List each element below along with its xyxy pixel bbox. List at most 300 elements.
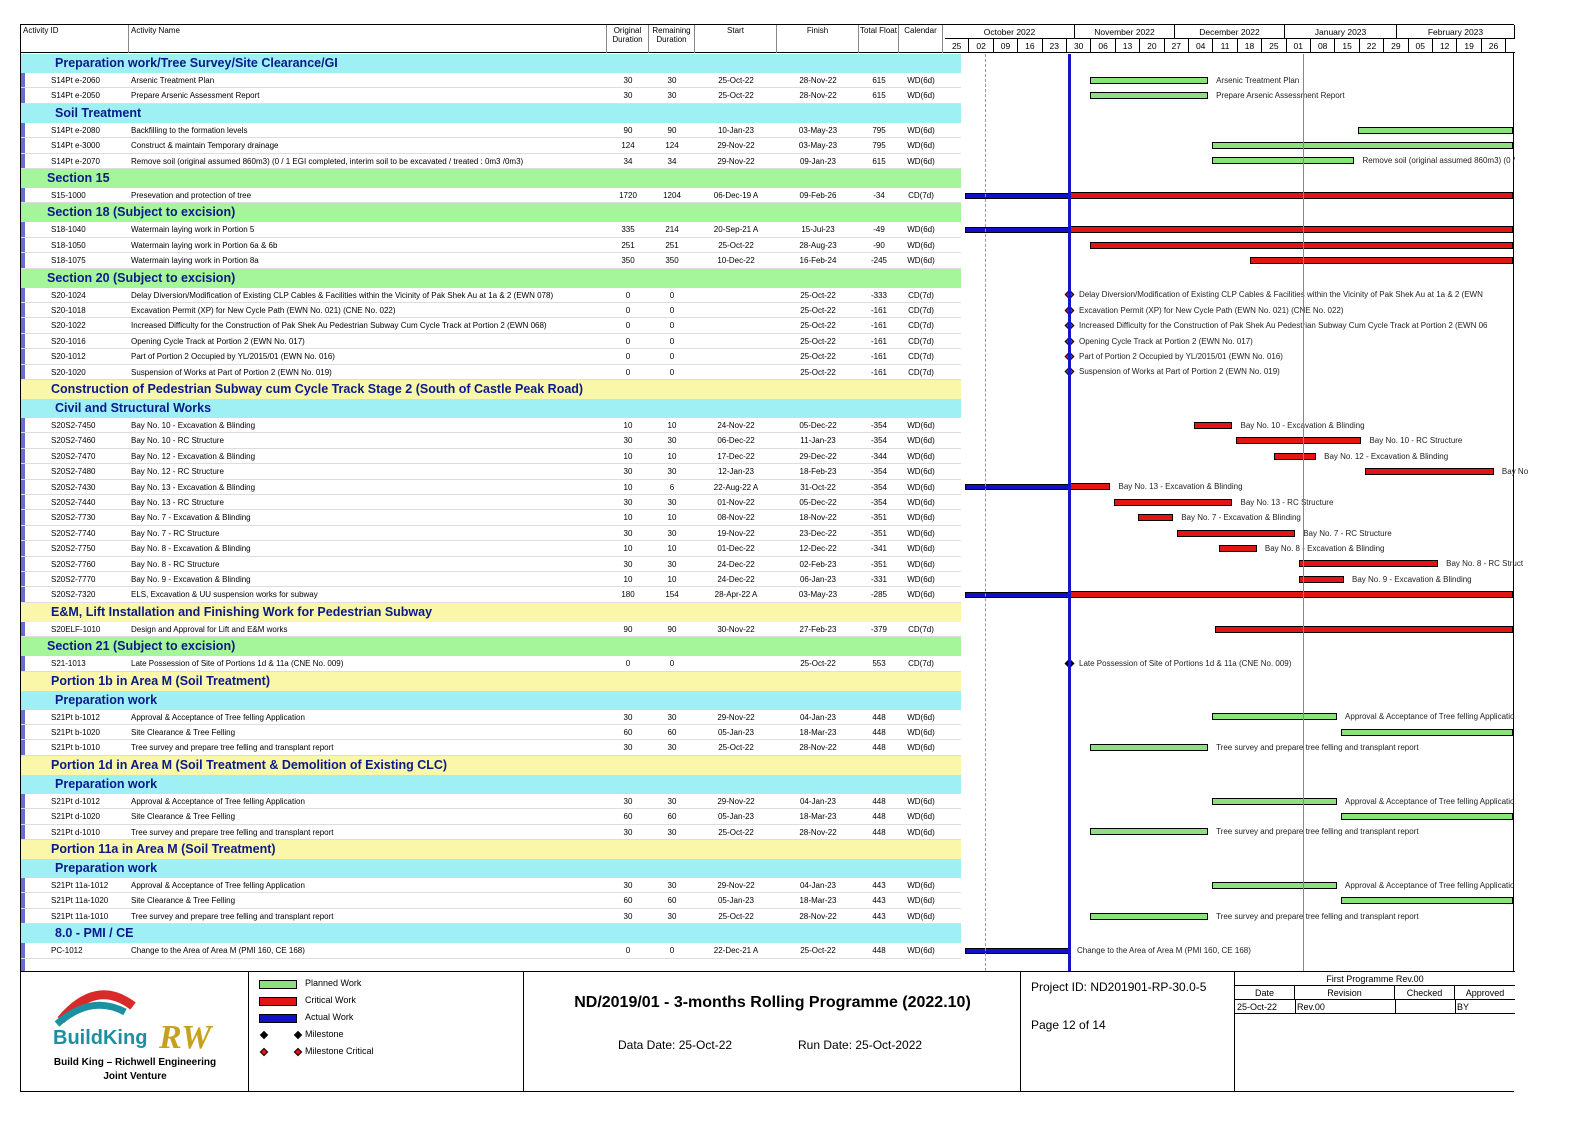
cell-cal: WD(6d) — [907, 125, 935, 135]
cell-rd: 90 — [667, 125, 677, 135]
cell-tf: -161 — [870, 306, 887, 315]
cell-rd: 0 — [669, 290, 675, 300]
cell-rd: 0 — [669, 367, 675, 377]
cell-id: S20-1022 — [51, 321, 86, 331]
activity-row[interactable] — [21, 572, 961, 587]
cell-tf: 448 — [872, 812, 886, 822]
activity-row[interactable] — [21, 238, 961, 253]
cell-name: Presevation and protection of tree — [131, 191, 252, 200]
cell-cal: WD(6d) — [907, 156, 935, 166]
critical-bar[interactable] — [1236, 437, 1361, 444]
planned-bar[interactable] — [1090, 744, 1209, 751]
cell-finish: 27-Feb-23 — [799, 624, 837, 634]
cell-id: S21Pt b-1020 — [51, 728, 100, 737]
planned-bar[interactable] — [1212, 882, 1337, 889]
group-header[interactable]: Section 20 (Subject to excision) — [21, 269, 961, 288]
bar-label: Bay No. 8 - Excavation & Blinding — [1264, 543, 1385, 553]
cell-start: 24-Dec-22 — [717, 559, 755, 569]
activity-row[interactable] — [21, 587, 961, 602]
gridline — [985, 54, 986, 1016]
week-2: 09 — [994, 39, 1018, 53]
bar-label: Delay Diversion/Modification of Existing CLP Cables & Facilities within the Vicinity of Pak Shek Au at 1a & 2 (EWN — [1079, 290, 1483, 300]
critical-bar[interactable] — [1299, 576, 1344, 583]
planned-bar[interactable] — [1212, 798, 1337, 805]
cell-tf: 448 — [872, 728, 886, 737]
milestone-critical-icon-2 — [294, 1048, 302, 1056]
cell-name: Bay No. 8 - Excavation & Blinding — [131, 544, 251, 554]
run-date: Run Date: 25-Oct-2022 — [798, 1038, 923, 1052]
planned-bar[interactable] — [1358, 127, 1513, 134]
planned-bar[interactable] — [1090, 913, 1209, 920]
cell-finish: 25-Oct-22 — [800, 306, 836, 315]
rev-number: Rev.00 — [1297, 1002, 1325, 1012]
cell-name: Approval & Acceptance of Tree felling Application — [131, 881, 305, 890]
cell-tf: 448 — [872, 946, 886, 956]
cell-od: 30 — [623, 498, 633, 507]
activity-row[interactable] — [21, 318, 961, 333]
critical-bar[interactable] — [1219, 545, 1257, 552]
planned-bar[interactable] — [1341, 729, 1513, 736]
cell-tf: -161 — [870, 336, 887, 346]
cell-id: S14Pt e-2070 — [51, 156, 100, 166]
cell-cal: WD(6d) — [907, 528, 935, 538]
cell-finish: 02-Feb-23 — [799, 559, 837, 569]
cell-finish: 16-Feb-24 — [799, 256, 837, 266]
cell-tf: 443 — [872, 911, 886, 921]
cell-start: 29-Nov-22 — [717, 881, 755, 890]
cell-name: Construct & maintain Temporary drainage — [131, 141, 279, 151]
cell-od: 10 — [623, 544, 633, 554]
activity-row[interactable] — [21, 878, 961, 893]
bar-label: Increased Difficulty for the Construction of Pak Shek Au Pedestrian Subway Cum Cycle Track at Portion 2 (EWN 06 — [1079, 321, 1488, 331]
group-header[interactable]: Section 15 — [21, 169, 961, 188]
bar-label: Tree survey and prepare tree felling and transplant report — [1216, 827, 1419, 837]
cell-name: Bay No. 8 - RC Structure — [131, 559, 220, 569]
activity-row[interactable] — [21, 909, 961, 924]
week-4: 23 — [1043, 39, 1067, 53]
cell-id: S21Pt d-1020 — [51, 812, 100, 822]
actual-bar[interactable] — [965, 484, 1069, 490]
cell-start: 29-Nov-22 — [717, 796, 755, 806]
cell-rd: 60 — [667, 812, 677, 822]
cell-cal: WD(6d) — [907, 240, 935, 250]
activity-row[interactable] — [21, 893, 961, 908]
svg-text:BuildKing: BuildKing — [53, 1027, 148, 1049]
activity-row[interactable] — [21, 656, 961, 671]
cell-cal: WD(6d) — [907, 436, 935, 446]
bar-label: Arsenic Treatment Plan — [1216, 75, 1300, 85]
cell-rd: 6 — [669, 482, 675, 492]
cell-od: 60 — [623, 812, 633, 822]
bar-label: Excavation Permit (XP) for New Cycle Path (EWN No. 021) (CNE No. 022) — [1079, 305, 1344, 315]
bar-label: Bay No. 13 - RC Structure — [1240, 497, 1334, 507]
activity-row[interactable] — [21, 154, 961, 169]
cell-od: 10 — [623, 513, 633, 523]
cell-name: Opening Cycle Track at Portion 2 (EWN No. 017) — [131, 336, 305, 346]
bar-label: Approval & Acceptance of Tree felling Applicatio — [1345, 712, 1515, 722]
week-15: 08 — [1311, 39, 1335, 53]
cell-name: Tree survey and prepare tree felling and transplant report — [131, 911, 334, 921]
cell-tf: -354 — [870, 421, 887, 430]
header-activity-id: Activity ID — [21, 25, 129, 53]
cell-rd: 90 — [667, 624, 677, 634]
header-activity-name: Activity Name — [129, 25, 607, 53]
header-finish: Finish — [777, 25, 859, 53]
group-header[interactable]: Section 18 (Subject to excision) — [21, 203, 961, 222]
activity-row[interactable] — [21, 622, 961, 637]
group-header[interactable]: Preparation work — [21, 691, 961, 710]
legend-planned-label: Planned Work — [305, 978, 362, 988]
activity-row[interactable] — [21, 418, 961, 433]
group-header[interactable]: Section 21 (Subject to excision) — [21, 637, 961, 656]
activity-row[interactable] — [21, 710, 961, 725]
cell-name: ELS, Excavation & UU suspension works for subway — [131, 590, 318, 600]
cell-id: S20-1024 — [51, 290, 86, 300]
cell-finish: 03-May-23 — [798, 590, 838, 600]
planned-bar[interactable] — [1212, 157, 1355, 164]
activity-row[interactable] — [21, 288, 961, 303]
cell-finish: 25-Oct-22 — [800, 659, 836, 669]
cell-finish: 05-Dec-22 — [799, 498, 837, 507]
cell-id: S18-1075 — [51, 256, 86, 266]
activity-row[interactable] — [21, 365, 961, 380]
cell-rd: 10 — [667, 421, 677, 430]
cell-cal: WD(6d) — [907, 911, 935, 921]
cell-rd: 30 — [667, 796, 677, 806]
cell-cal: WD(6d) — [907, 881, 935, 890]
cell-start: 06-Dec-22 — [717, 436, 755, 446]
activity-row[interactable] — [21, 334, 961, 349]
cell-cal: WD(6d) — [907, 812, 935, 822]
cell-tf: 443 — [872, 881, 886, 890]
actual-bar[interactable] — [965, 948, 1069, 954]
activity-row[interactable] — [21, 526, 961, 541]
cell-rd: 1204 — [663, 191, 681, 200]
cell-name: Backfilling to the formation levels — [131, 125, 248, 135]
cell-finish: 12-Dec-22 — [799, 544, 837, 554]
header-rem-duration: Remaining Duration — [649, 25, 695, 53]
week-6: 06 — [1091, 39, 1115, 53]
cell-start: 08-Nov-22 — [717, 513, 755, 523]
timescale — [945, 25, 1515, 53]
activity-row[interactable] — [21, 825, 961, 840]
week-18: 29 — [1384, 39, 1408, 53]
activity-row[interactable] — [21, 725, 961, 740]
legend-milestone-critical-label: Milestone Critical — [305, 1046, 374, 1056]
cell-tf: -331 — [870, 575, 887, 584]
cell-cal: WD(6d) — [907, 256, 935, 266]
cell-start: 01-Dec-22 — [717, 544, 755, 554]
activity-row[interactable] — [21, 943, 961, 958]
cell-tf: 615 — [872, 156, 886, 166]
group-header[interactable]: Portion 11a in Area M (Soil Treatment) — [21, 840, 961, 859]
cell-finish: 25-Oct-22 — [800, 367, 836, 377]
cell-od: 350 — [621, 256, 635, 266]
legend — [249, 972, 524, 1092]
activity-row[interactable] — [21, 138, 961, 153]
cell-od: 30 — [623, 467, 633, 477]
cell-id: S15-1000 — [51, 191, 86, 200]
cell-rd: 10 — [667, 451, 677, 461]
data-date-line — [1068, 54, 1071, 1016]
cell-start: 22-Aug-22 A — [713, 482, 759, 492]
bar-label: Tree survey and prepare tree felling and transplant report — [1216, 743, 1419, 753]
legend-milestone-label: Milestone — [305, 1029, 344, 1039]
activity-row[interactable] — [21, 740, 961, 755]
cell-id: S20S2-7320 — [51, 590, 96, 600]
week-21: 19 — [1457, 39, 1481, 53]
logo-box — [21, 972, 249, 1092]
cell-id: S20S2-7730 — [51, 513, 96, 523]
cell-od: 30 — [623, 528, 633, 538]
legend-critical-swatch — [259, 997, 297, 1006]
planned-bar[interactable] — [1090, 828, 1209, 835]
cell-finish: 25-Oct-22 — [800, 336, 836, 346]
planned-bar[interactable] — [1341, 813, 1513, 820]
cell-rd: 30 — [667, 559, 677, 569]
cell-start: 05-Jan-23 — [717, 896, 755, 906]
page-number: Page 12 of 14 — [1031, 1018, 1106, 1032]
cell-start: 24-Nov-22 — [717, 421, 755, 430]
cell-finish: 11-Jan-23 — [800, 436, 836, 446]
bar-label: Part of Portion 2 Occupied by YL/2015/01 (EWN No. 016) — [1079, 351, 1283, 361]
gridline — [1303, 54, 1304, 1016]
critical-bar[interactable] — [1365, 468, 1494, 475]
cell-name: Excavation Permit (XP) for New Cycle Path (EWN No. 021) (CNE No. 022) — [131, 306, 396, 315]
activity-row[interactable] — [21, 188, 961, 203]
critical-bar[interactable] — [1069, 591, 1513, 598]
activity-row[interactable] — [21, 123, 961, 138]
header-calendar: Calendar — [899, 25, 943, 53]
cell-id: S21Pt 11a-1012 — [51, 881, 109, 890]
cell-rd: 0 — [669, 352, 675, 362]
cell-tf: -245 — [870, 256, 887, 266]
cell-id: S20ELF-1010 — [51, 624, 101, 634]
cell-name: Bay No. 12 - Excavation & Blinding — [131, 451, 256, 461]
cell-id: S20-1020 — [51, 367, 86, 377]
cell-od: 0 — [625, 659, 631, 669]
group-header[interactable]: Portion 1d in Area M (Soil Treatment & Demolition of Existing CLC) — [21, 756, 961, 775]
cell-cal: WD(6d) — [907, 91, 935, 101]
week-22: 26 — [1482, 39, 1506, 53]
cell-name: Bay No. 12 - RC Structure — [131, 467, 224, 477]
cell-name: Bay No. 7 - Excavation & Blinding — [131, 513, 251, 523]
cell-tf: -161 — [870, 367, 887, 377]
activity-row[interactable] — [21, 495, 961, 510]
critical-bar[interactable] — [1250, 257, 1513, 264]
programme-title: ND/2019/01 - 3-months Rolling Programme (2022.10) — [574, 994, 971, 1011]
cell-id: S20S2-7740 — [51, 528, 96, 538]
cell-rd: 30 — [667, 91, 677, 101]
cell-rd: 30 — [667, 467, 677, 477]
actual-bar[interactable] — [965, 227, 1069, 233]
cell-cal: WD(6d) — [907, 451, 935, 461]
bar-label: Bay No. 7 - RC Structure — [1303, 528, 1392, 538]
bar-label: Bay No — [1501, 466, 1529, 476]
cell-od: 30 — [623, 743, 633, 753]
activity-row[interactable] — [21, 433, 961, 448]
cell-id: S20S2-7460 — [51, 436, 96, 446]
week-7: 13 — [1116, 39, 1140, 53]
week-10: 04 — [1189, 39, 1213, 53]
cell-finish: 25-Oct-22 — [800, 946, 836, 956]
activity-row[interactable] — [21, 510, 961, 525]
cell-finish: 28-Nov-22 — [799, 743, 837, 753]
critical-bar[interactable] — [1177, 530, 1296, 537]
cell-rd: 251 — [665, 240, 679, 250]
cell-name: Arsenic Treatment Plan — [131, 76, 215, 85]
group-header[interactable]: Soil Treatment — [21, 104, 961, 123]
cell-rd: 30 — [667, 881, 677, 890]
header-start: Start — [695, 25, 777, 53]
cell-rd: 30 — [667, 712, 677, 722]
cell-od: 10 — [623, 421, 633, 430]
activity-row[interactable] — [21, 809, 961, 824]
activity-row[interactable] — [21, 253, 961, 268]
cell-cal: WD(6d) — [907, 76, 935, 85]
activity-row[interactable] — [21, 464, 961, 479]
cell-od: 30 — [623, 827, 633, 837]
group-header[interactable]: Preparation work — [21, 775, 961, 794]
planned-bar[interactable] — [1212, 142, 1513, 149]
group-header[interactable]: Portion 1b in Area M (Soil Treatment) — [21, 672, 961, 691]
planned-bar[interactable] — [1090, 92, 1209, 99]
critical-bar[interactable] — [1299, 560, 1438, 567]
month-3: January 2023 — [1285, 25, 1397, 39]
activity-row[interactable] — [21, 88, 961, 103]
cell-cal: WD(6d) — [907, 141, 935, 151]
cell-id: S21-1013 — [51, 659, 86, 669]
bar-label: Bay No. 10 - Excavation & Blinding — [1240, 420, 1365, 430]
planned-bar[interactable] — [1090, 77, 1209, 84]
group-header[interactable]: Civil and Structural Works — [21, 399, 961, 418]
bar-label: Bay No. 10 - RC Structure — [1369, 436, 1463, 446]
cell-od: 0 — [625, 306, 631, 315]
cell-name: Delay Diversion/Modification of Existing CLP Cables & Facilities within the Vicinity of Pak Shek Au at 1a & 2 (EWN 078) — [131, 290, 554, 300]
critical-bar[interactable] — [1274, 453, 1316, 460]
activity-row[interactable] — [21, 303, 961, 318]
group-header[interactable]: Construction of Pedestrian Subway cum Cycle Track Stage 2 (South of Castle Peak Road) — [21, 380, 961, 399]
cell-tf: 443 — [872, 896, 886, 906]
cell-cal: WD(6d) — [907, 421, 935, 430]
cell-id: PC-1012 — [51, 946, 83, 956]
cell-id: S20-1018 — [51, 306, 86, 315]
cell-tf: -285 — [870, 590, 887, 600]
group-header[interactable]: Preparation work — [21, 859, 961, 878]
rev-approved: BY — [1457, 1002, 1470, 1012]
cell-od: 10 — [623, 482, 633, 492]
planned-bar[interactable] — [1212, 713, 1337, 720]
cell-tf: 795 — [872, 125, 886, 135]
critical-bar[interactable] — [1090, 242, 1513, 249]
cell-cal: WD(6d) — [907, 946, 935, 956]
activity-table — [21, 54, 1529, 1016]
cell-rd: 350 — [665, 256, 679, 266]
cell-id: S20S2-7450 — [51, 421, 96, 430]
cell-start: 06-Dec-19 A — [713, 191, 759, 200]
activity-row[interactable] — [21, 349, 961, 364]
cell-tf: 448 — [872, 796, 886, 806]
activity-row[interactable] — [21, 449, 961, 464]
cell-tf: -344 — [870, 451, 887, 461]
cell-name: Bay No. 13 - RC Structure — [131, 498, 224, 507]
cell-start: 29-Nov-22 — [717, 712, 755, 722]
cell-start: 05-Jan-23 — [717, 728, 755, 737]
cell-od: 180 — [621, 590, 635, 600]
week-11: 11 — [1213, 39, 1237, 53]
cell-finish: 06-Jan-23 — [799, 575, 837, 584]
cell-od: 0 — [625, 367, 631, 377]
cell-name: Site Clearance & Tree Felling — [131, 812, 236, 822]
activity-row[interactable] — [21, 222, 961, 237]
activity-row[interactable] — [21, 73, 961, 88]
cell-start: 30-Nov-22 — [717, 624, 755, 634]
bar-label: Late Possession of Site of Portions 1d & 11a (CNE No. 009) — [1079, 658, 1292, 668]
cell-tf: -379 — [870, 624, 887, 634]
cell-rd: 154 — [665, 590, 679, 600]
activity-row[interactable] — [21, 480, 961, 495]
cell-tf: -341 — [870, 544, 887, 554]
cell-start: 25-Oct-22 — [718, 76, 754, 85]
cell-name: Watermain laying work in Portion 8a — [131, 256, 259, 266]
critical-bar[interactable] — [1069, 483, 1110, 490]
activity-row[interactable] — [21, 541, 961, 556]
activity-row[interactable] — [21, 557, 961, 572]
bar-label: Change to the Area of Area M (PMI 160, CE 168) — [1077, 945, 1251, 955]
actual-bar[interactable] — [965, 193, 1069, 199]
critical-bar[interactable] — [1069, 192, 1513, 199]
actual-bar[interactable] — [965, 592, 1069, 598]
cell-tf: 615 — [872, 76, 886, 85]
week-19: 05 — [1409, 39, 1433, 53]
critical-bar[interactable] — [1194, 422, 1232, 429]
cell-id: S18-1050 — [51, 240, 86, 250]
cell-finish: 03-May-23 — [798, 125, 838, 135]
revision-header: First Programme Rev.00 — [1235, 972, 1515, 986]
group-header[interactable]: Preparation work/Tree Survey/Site Clearance/GI — [21, 54, 961, 73]
group-header[interactable]: E&M, Lift Installation and Finishing Work for Pedestrian Subway — [21, 603, 961, 622]
critical-bar[interactable] — [1069, 226, 1513, 233]
cell-od: 90 — [623, 125, 633, 135]
legend-actual-swatch — [259, 1014, 297, 1023]
week-0: 25 — [945, 39, 969, 53]
critical-bar[interactable] — [1138, 514, 1173, 521]
cell-cal: WD(6d) — [907, 796, 935, 806]
cell-finish: 18-Mar-23 — [799, 728, 837, 737]
activity-row[interactable] — [21, 794, 961, 809]
cell-finish: 29-Dec-22 — [799, 451, 837, 461]
bar-label: Bay No. 12 - Excavation & Blinding — [1324, 451, 1449, 461]
cell-od: 10 — [623, 575, 633, 584]
cell-id: S20S2-7770 — [51, 575, 96, 584]
project-box — [1021, 972, 1235, 1092]
cell-name: Approval & Acceptance of Tree felling Application — [131, 796, 305, 806]
cell-tf: -161 — [870, 352, 887, 362]
cell-name: Bay No. 10 - RC Structure — [131, 436, 224, 446]
cell-finish: 15-Jul-23 — [801, 225, 835, 235]
group-header[interactable]: 8.0 - PMI / CE — [21, 924, 961, 943]
cell-od: 30 — [623, 91, 633, 101]
cell-cal: WD(6d) — [907, 498, 935, 507]
cell-start: 12-Jan-23 — [717, 467, 755, 477]
cell-cal: WD(6d) — [907, 575, 935, 584]
critical-bar[interactable] — [1215, 626, 1513, 633]
cell-name: Part of Portion 2 Occupied by YL/2015/01 (EWN No. 016) — [131, 352, 335, 362]
planned-bar[interactable] — [1341, 897, 1513, 904]
critical-bar[interactable] — [1114, 499, 1233, 506]
bar-label: Bay No. 13 - Excavation & Blinding — [1118, 482, 1243, 492]
month-4: February 2023 — [1397, 25, 1515, 39]
